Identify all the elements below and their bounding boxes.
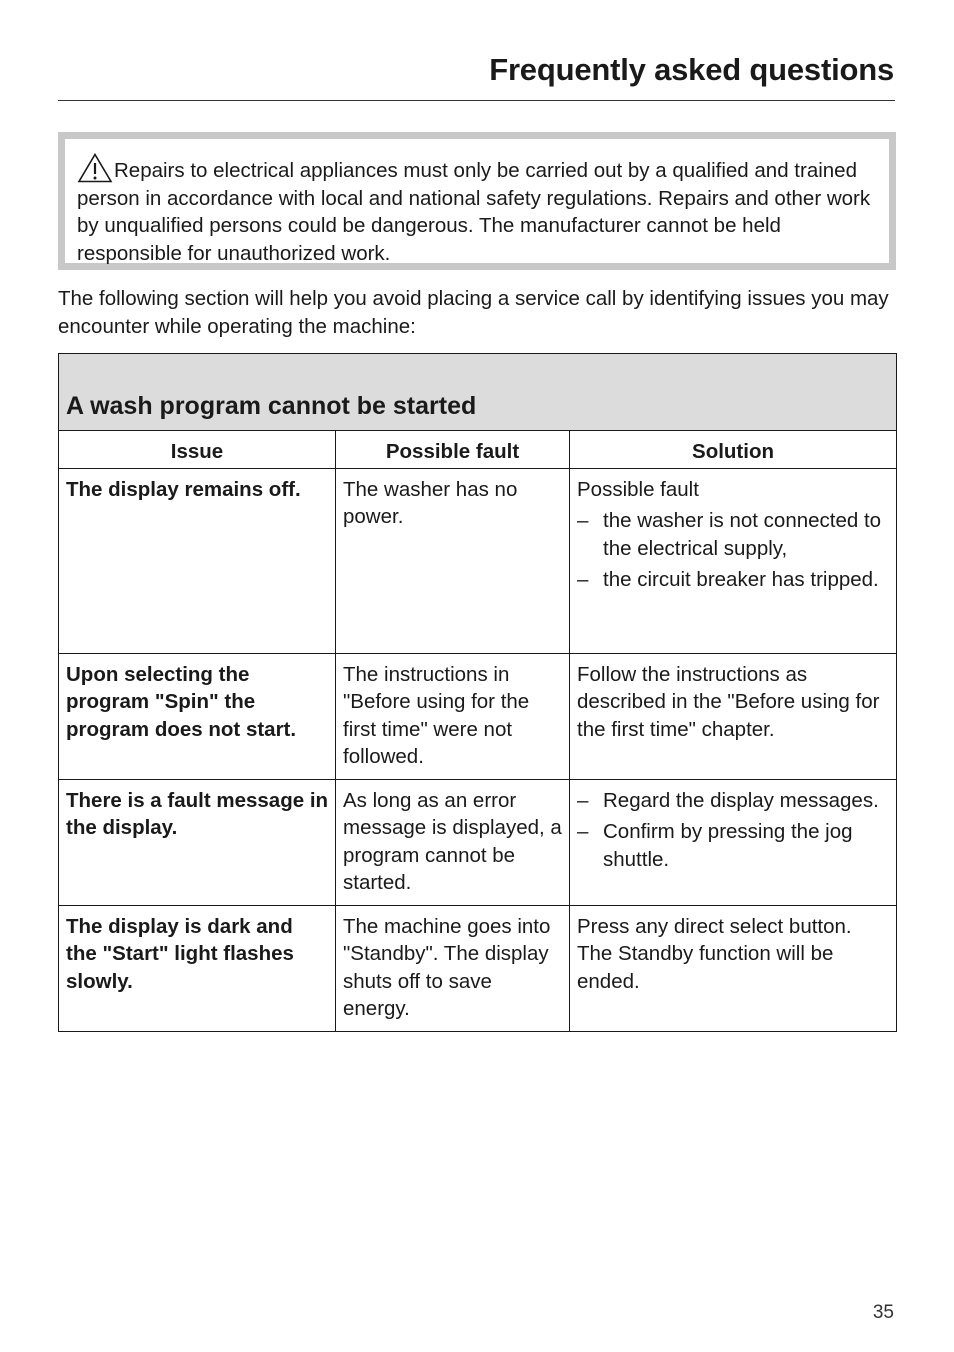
warning-paragraph: [77, 153, 887, 267]
dash-bullet: –: [577, 820, 589, 843]
solution-cell: [570, 468, 897, 653]
fault-cell: The washer has no power.: [336, 468, 570, 653]
warning-triangle-icon: [77, 153, 113, 183]
list-item: [577, 787, 890, 815]
fault-cell: The instructions in "Before using for the first time" were not followed.: [336, 653, 570, 779]
bullet-text: the circuit breaker has tripped.: [603, 568, 879, 591]
section-header-row: [59, 354, 897, 431]
list-item: [577, 566, 890, 594]
title-divider: [58, 100, 895, 101]
bullet-text: Confirm by pressing the jog shuttle.: [603, 820, 853, 871]
solution-cell: [570, 779, 897, 905]
solution-cell: Press any direct select button. The Standby function will be ended.: [570, 905, 897, 1031]
dash-bullet: –: [577, 788, 589, 812]
issue-cell: The display remains off.: [59, 468, 336, 653]
column-header-row: [59, 431, 897, 469]
warning-box: [58, 132, 896, 270]
dash-bullet: –: [577, 509, 589, 532]
issue-cell: The display is dark and the "Start" light flashes slowly.: [59, 905, 336, 1031]
issue-cell: Upon selecting the program "Spin" the program does not start.: [59, 653, 336, 779]
warning-text: Repairs to electrical appliances must only be carried out by a qualified and trained person in accordance with local and national safety regulations. Repairs and other work by unqualified persons could be dangerous. The manufacturer cannot be held responsible for unauthorized work.: [77, 159, 871, 265]
bullet-text: Regard the display messages.: [603, 788, 879, 812]
bullet-text: the washer is not connected to the electrical supply,: [603, 509, 882, 560]
faq-table: [58, 353, 897, 1032]
list-item: [577, 507, 890, 562]
table-row: [59, 905, 897, 1031]
column-header-possible-fault: Possible fault: [336, 431, 570, 469]
column-header-issue: Issue: [59, 431, 336, 469]
page-title: Frequently asked questions: [489, 52, 894, 87]
fault-cell: The machine goes into "Standby". The display shuts off to save energy.: [336, 905, 570, 1031]
fault-cell: As long as an error message is displayed, a program cannot be started.: [336, 779, 570, 905]
table-row: [59, 653, 897, 779]
page-number: 35: [872, 1302, 894, 1323]
solution-lead: Possible fault: [577, 477, 699, 501]
section-title: A wash program cannot be started: [59, 354, 897, 431]
intro-text: The following section will help you avoid placing a service call by identifying issues you may encounter while operating the machine:: [58, 287, 889, 338]
dash-bullet: –: [577, 568, 589, 591]
issue-cell: There is a fault message in the display.: [59, 779, 336, 905]
table-row: [59, 468, 897, 653]
table-row: [59, 779, 897, 905]
column-header-solution: Solution: [570, 431, 897, 469]
solution-cell: Follow the instructions as described in the "Before using for the first time" chapter.: [570, 653, 897, 779]
list-item: [577, 818, 890, 873]
